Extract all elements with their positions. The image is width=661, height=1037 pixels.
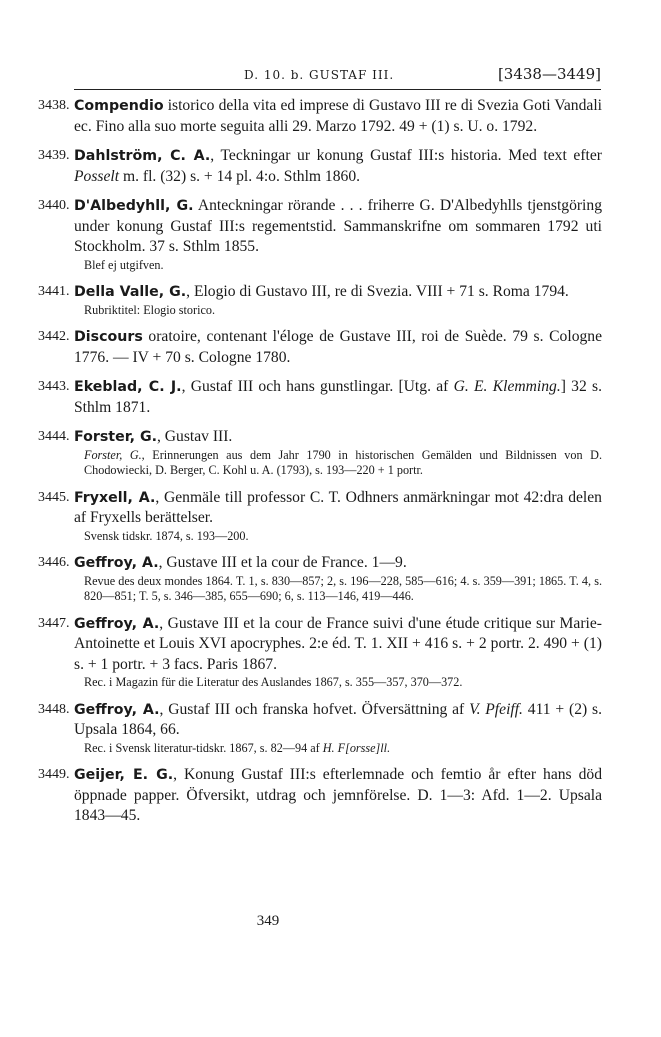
entry-text: m. fl. (32) s. + 14 pl. 4:o. Sthlm 1860. [119, 167, 361, 185]
entry-author: Ekeblad, C. J. [74, 379, 182, 395]
entry-3444 [38, 427, 602, 479]
entry-note-italic: Forster, G., [84, 447, 145, 462]
entry-text: , Konung Gustaf III:s efterlemnade och femtio år efter hans död öppnade papper. Öfversikt, utdrag och jemnförelse. D. 1—3: Afd. 1—2. Upsala 1843—45. [74, 766, 602, 824]
entry-3448 [38, 700, 602, 757]
entry-text: , Elogio di Gustavo III, re di Svezia. VIII + 71 s. Roma 1794. [186, 283, 569, 300]
entry-italic: G. E. Klemming. [453, 378, 561, 395]
entry-number: 3443. [38, 379, 70, 394]
entry-number: 3441. [38, 284, 70, 299]
entry-3449 [38, 765, 602, 827]
entry-number: 3448. [38, 701, 70, 717]
entry-3442 [38, 327, 602, 368]
entry-author: Compendio [74, 98, 164, 114]
entry-author: Geffroy, A. [74, 701, 160, 718]
entry-author: Dahlström, C. A. [74, 148, 211, 164]
entry-number: 3439. [38, 148, 70, 163]
entry-note: Rec. i Magazin für die Literatur des Auslandes 1867, s. 355—357, 370—372. [84, 675, 463, 689]
entry-text: , Genmäle till professor C. T. Odhners anmärkningar mot 42:dra delen af Fryxells berättelser. [74, 488, 602, 526]
entry-note-text: Rec. i Svensk literatur-tidskr. 1867, s. 82—94 af [84, 740, 323, 755]
running-header [74, 64, 601, 86]
entry-note-italic: H. F[orsse]ll. [322, 740, 391, 755]
entry-number: 3440. [38, 198, 70, 213]
entry-text: , Gustav III. [156, 428, 233, 445]
entry-text: , Gustaf III och franska hofvet. Öfversättning af [159, 700, 470, 718]
entry-note: Revue des deux mondes 1864. T. 1, s. 830—857; 2, s. 196—228, 585—616; 4. s. 359—391; 1865. T. 4, s. 820—851; T. 5, s. 346—385, 655—690; 6, s. 113—146, 419—446. [84, 573, 602, 603]
entry-text: 411 + (2) s. Upsala 1864, 66. [74, 700, 602, 738]
entry-text: , Gustaf III och hans gunstlingar. [Utg. af [181, 378, 454, 395]
entry-note: Rubriktitel: Elogio storico. [84, 302, 216, 317]
entry-note: Blef ej utgifven. [84, 257, 164, 272]
entry-note [74, 448, 602, 479]
entry-3447 [38, 614, 602, 691]
entry-3443 [38, 377, 602, 418]
entry-author: Fryxell, A. [74, 489, 156, 506]
entry-number: 3445. [38, 489, 70, 505]
entry-italic: V. Pfeiff. [469, 700, 523, 718]
entry-author: Della Valle, G. [74, 284, 187, 300]
entry-text: , Gustave III et la cour de France. 1—9. [158, 554, 407, 571]
entry-3438 [38, 96, 602, 137]
entry-text: ] 32 s. Sthlm 1871. [74, 378, 602, 416]
entry-text: , Gustave III et la cour de France suivi d'une étude critique sur Marie-Antoinette et Louis XVI apocryphes. 2:e éd. T. 1. XII + 416 s. + 2 portr. 2. 490 + (1) s. + 1 portr. + 3 facs. Paris 1867. [74, 614, 602, 673]
entry-3439 [38, 146, 602, 187]
entry-3441 [38, 282, 602, 318]
entry-author: D'Albedyhll, G. [74, 198, 194, 214]
entry-note: Svensk tidskr. 1874, s. 193—200. [84, 528, 249, 543]
entry-3440 [38, 196, 602, 273]
entry-author: Geffroy, A. [74, 555, 159, 571]
entry-number: 3446. [38, 555, 70, 570]
entry-text: oratoire, contenant l'éloge de Gustave III, roi de Suède. 79 s. Cologne 1776. — IV + 70 s. Cologne 1780. [74, 328, 602, 366]
entry-3446 [38, 553, 602, 605]
entry-3445 [38, 488, 602, 545]
entry-text: , Teckningar ur konung Gustaf III:s historia. Med text efter [210, 147, 602, 164]
entry-italic: Posselt [74, 167, 120, 185]
entry-note-text: Erinnerungen aus dem Jahr 1790 in historischen Gemälden und Bildnissen von D. Chodowiecki, D. Berger, C. Kohl u. A. (1793), s. 193—220 + 1 portr. [84, 447, 602, 477]
entry-number: 3444. [38, 429, 70, 444]
entry-author: Geijer, E. G. [74, 767, 174, 783]
entry-text: Anteckningar rörande . . . friherre G. D'Albedyhlls tjenstgöring under konung Gustaf III:s regementstid. Sammanskrifne om sommaren 1792 uti Stockholm. 37 s. Sthlm 1855. [74, 197, 602, 255]
entry-number: 3447. [38, 615, 70, 631]
entry-range: [3438—3449] [497, 65, 601, 83]
entry-text: istorico della vita ed imprese di Gustavo III re di Svezia Goti Vandali ec. Fino alla suo morte seguita alli 29. Marzo 1792. 49 + (1) s. U. o. 1792. [74, 97, 602, 135]
entry-note [74, 741, 602, 757]
entry-author: Discours [74, 329, 143, 345]
page-number: 349 [256, 913, 280, 929]
section-title: D. 10. b. GUSTAF III. [244, 68, 395, 82]
header-rule [74, 89, 601, 90]
entry-number: 3449. [38, 767, 70, 782]
bibliography-list [38, 96, 602, 836]
entry-number: 3442. [38, 329, 70, 344]
entry-author: Geffroy, A. [74, 615, 160, 632]
entry-author: Forster, G. [74, 429, 157, 445]
entry-number: 3438. [38, 98, 70, 113]
